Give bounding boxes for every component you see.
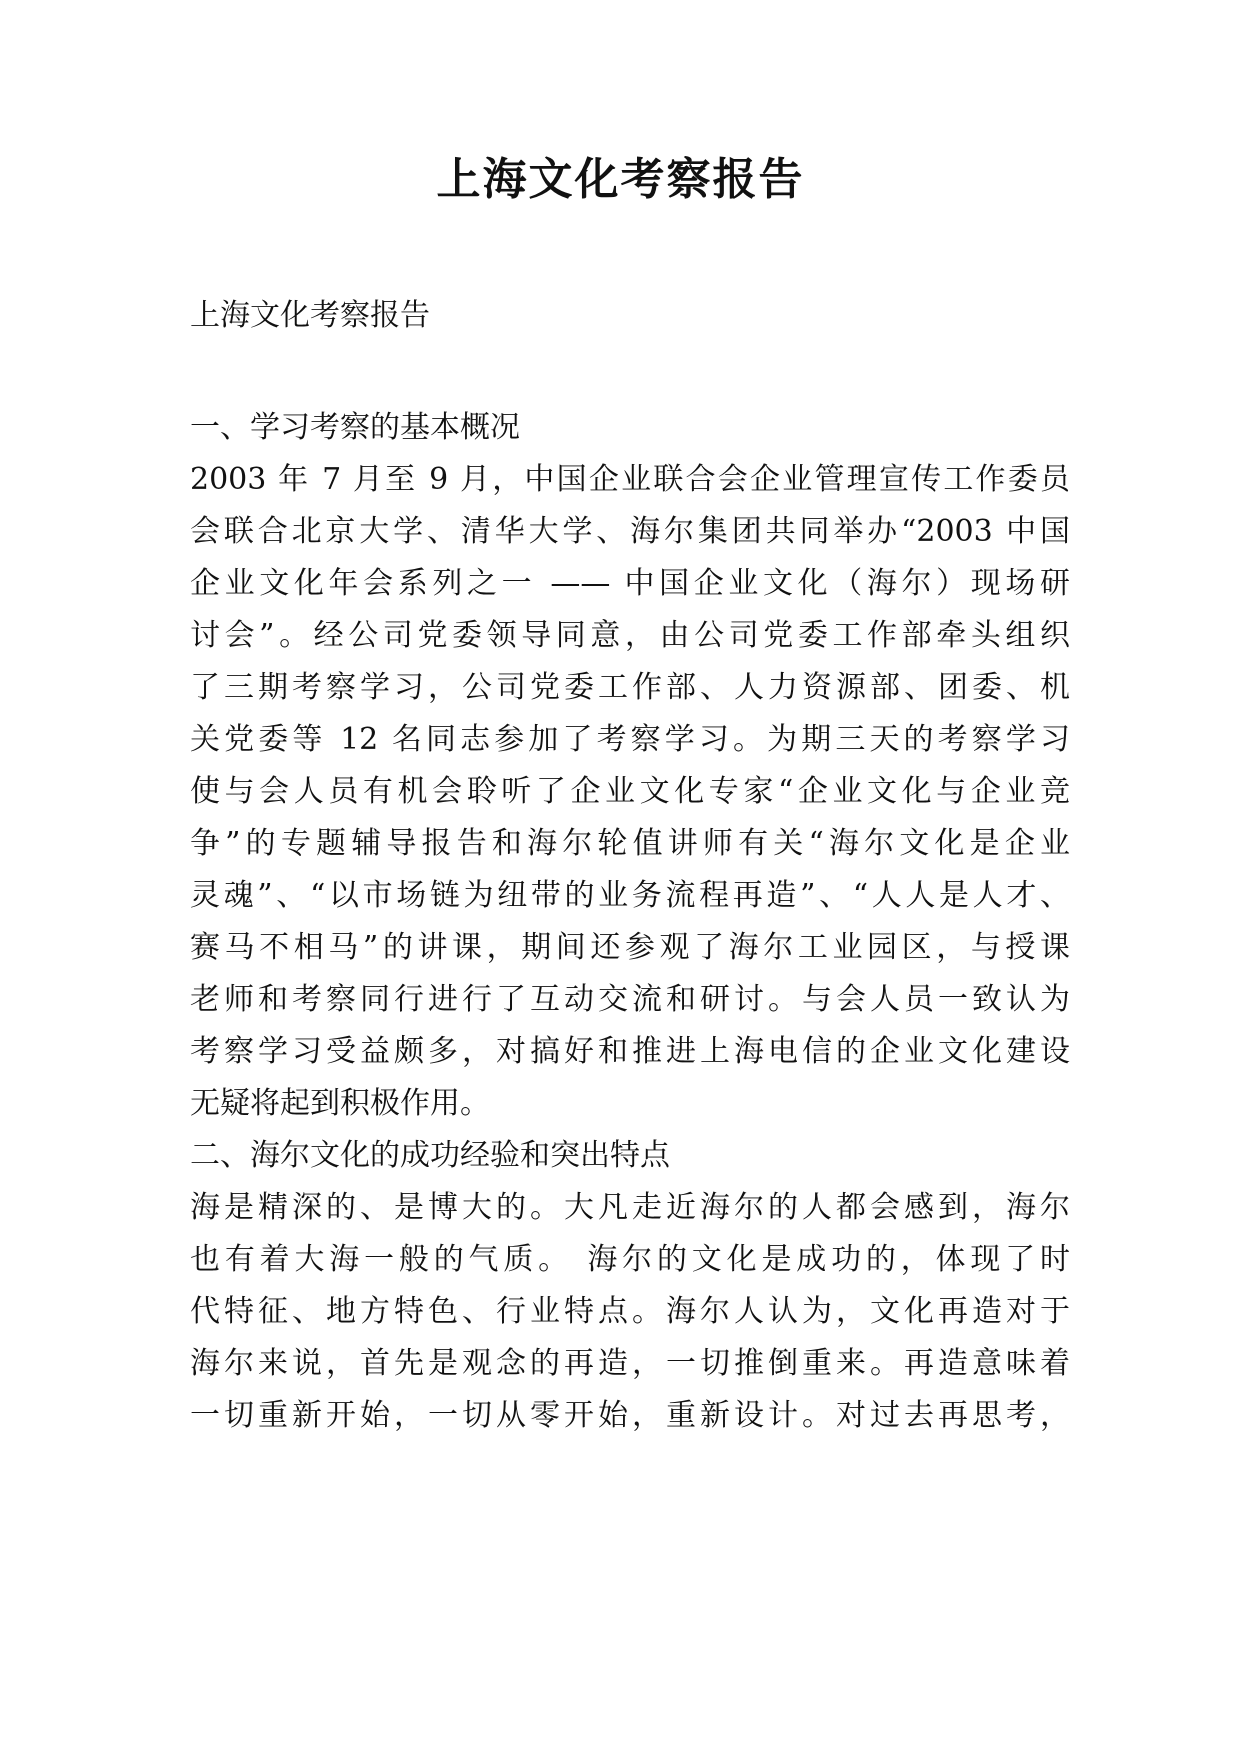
paragraph-line: 也有着大海一般的气质。 海尔的文化是成功的，体现了时 <box>190 1242 1070 1277</box>
section-1-heading: 一、学习考察的基本概况 <box>190 410 520 445</box>
document-subtitle: 上海文化考察报告 <box>190 298 430 333</box>
spacer <box>190 342 1070 402</box>
paragraph-line: 灵魂”、“以市场链为纽带的业务流程再造”、“人人是人才、 <box>190 878 1070 913</box>
paragraph-line: 关党委等 12 名同志参加了考察学习。为期三天的考察学习 <box>190 722 1070 757</box>
document-body <box>190 290 1070 1442</box>
paragraph-line: 海是精深的、是博大的。大凡走近海尔的人都会感到，海尔 <box>190 1190 1070 1225</box>
paragraph-line: 海尔来说，首先是观念的再造，一切推倒重来。再造意味着 <box>190 1346 1070 1381</box>
paragraph-line: 无疑将起到积极作用。 <box>190 1086 490 1121</box>
paragraph-line: 了三期考察学习，公司党委工作部、人力资源部、团委、机 <box>190 670 1070 705</box>
paragraph-line: 争”的专题辅导报告和海尔轮值讲师有关“海尔文化是企业 <box>190 826 1070 861</box>
document-title: 上海文化考察报告 <box>436 154 805 205</box>
paragraph-line: 一切重新开始，一切从零开始，重新设计。对过去再思考， <box>190 1398 1070 1433</box>
paragraph-line: 老师和考察同行进行了互动交流和研讨。与会人员一致认为 <box>190 982 1070 1017</box>
paragraph-line: 2003 年 7 月至 9 月，中国企业联合会企业管理宣传工作委员 <box>190 462 1070 497</box>
paragraph-line: 讨会”。经公司党委领导同意，由公司党委工作部牵头组织 <box>190 618 1070 653</box>
paragraph-line: 代特征、地方特色、行业特点。海尔人认为，文化再造对于 <box>190 1294 1070 1329</box>
section-2-heading: 二、海尔文化的成功经验和突出特点 <box>190 1138 670 1173</box>
paragraph-line: 赛马不相马”的讲课，期间还参观了海尔工业园区，与授课 <box>190 930 1070 965</box>
paragraph-line: 会联合北京大学、清华大学、海尔集团共同举办“2003 中国 <box>190 514 1070 549</box>
paragraph-line: 使与会人员有机会聆听了企业文化专家“企业文化与企业竞 <box>190 774 1070 809</box>
paragraph-line: 考察学习受益颇多，对搞好和推进上海电信的企业文化建设 <box>190 1034 1070 1069</box>
paragraph-line: 企业文化年会系列之一 —— 中国企业文化（海尔）现场研 <box>190 566 1070 601</box>
